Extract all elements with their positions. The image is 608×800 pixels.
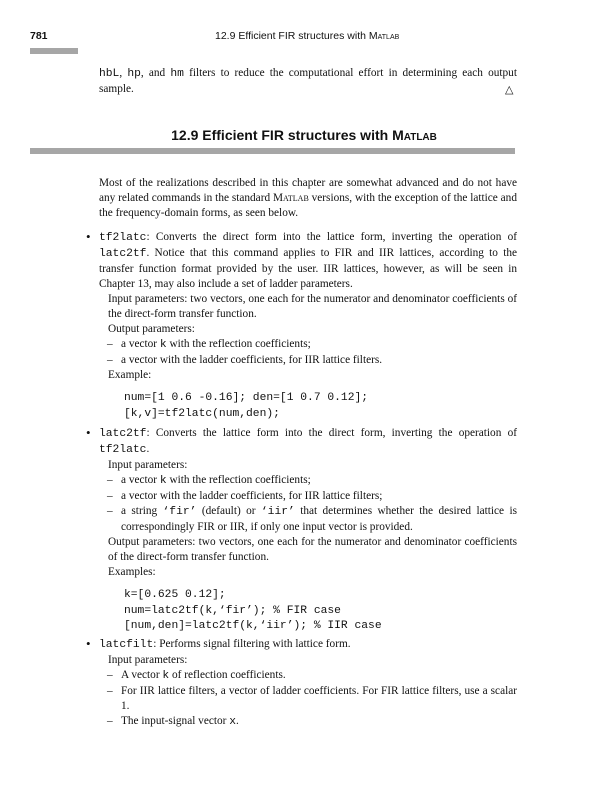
code-line: [k,v]=tf2latc(num,den); [124, 407, 280, 420]
code-line: k=[0.625 0.12]; [124, 589, 226, 601]
bullet-icon: • [86, 425, 91, 440]
running-title: 12.9 Efficient FIR structures with Matlab [215, 30, 400, 42]
bullet-icon: • [86, 636, 91, 651]
header-rule-bar [30, 48, 78, 54]
bullet-icon: • [86, 229, 91, 244]
code-line: num=latc2tf(k,‘fir’); % FIR case [124, 604, 341, 617]
section-title: 12.9 Efficient FIR structures with Matlab [171, 127, 437, 143]
section-paragraph: Most of the realizations described in this chapter are somewhat advanced and do not have any related commands in the standard Matlab versions, with the exception of the lattice and the frequency-domain forms, as seen below. [99, 177, 517, 219]
page-number: 781 [30, 30, 48, 42]
section-rule-bar [30, 148, 515, 154]
code-line: num=[1 0.6 -0.16]; den=[1 0.7 0.12]; [124, 392, 369, 404]
bullet-latc2tf: latc2tf: Converts the lattice form into the direct form, inverting the operation of tf2latc. Input parameters: – a vector k with the reflection coefficients; – a vector with the ladder coefficients, for IIR lattice filters; – a string ‘fir’ (default) or ‘iir’ that determines whether the desired lattice is correspondingly FIR or IIR, if only one input vector is provided. Output parameters: two vectors, one each for the numerator and denominator coefficients of the direct-form transfer function. Examples: k=[0.625 0.12]; num=latc2tf(k,‘fir’); % FIR case [num,den]=latc2tf(k,‘iir’); % IIR case [99, 426, 517, 635]
intro-paragraph: hbL, hp, and hm filters to reduce the computational effort in determining each output sample. [99, 67, 517, 95]
bullet-latcfilt: latcfilt: Performs signal filtering with lattice form. Input parameters: – A vector k of reflection coefficients. – For IIR lattice filters, a vector of ladder coefficients. For FIR lattice filters, use a scalar 1. – The input-signal vector x. [99, 638, 517, 728]
bullet-tf2latc: tf2latc: Converts the direct form into the lattice form, inverting the operation of latc2tf. Notice that this command applies to FIR and IIR lattices, according to the transfer function format provided by the user. IIR lattices, however, as will be seen in Chapter 13, may also include a set of ladder parameters. Input parameters: two vectors, one each for the numerator and denominator coefficients of the direct-form transfer function. Output parameters: – a vector k with the reflection coefficients; – a vector with the ladder coefficients, for IIR lattice filters. Example: num=[1 0.6 -0.16]; den=[1 0.7 0.12]; [k,v]=tf2latc(num,den); [99, 230, 517, 422]
code-line: [num,den]=latc2tf(k,‘iir’); % IIR case [124, 620, 382, 632]
running-header [30, 30, 515, 44]
end-of-example-mark: △ [505, 84, 514, 96]
